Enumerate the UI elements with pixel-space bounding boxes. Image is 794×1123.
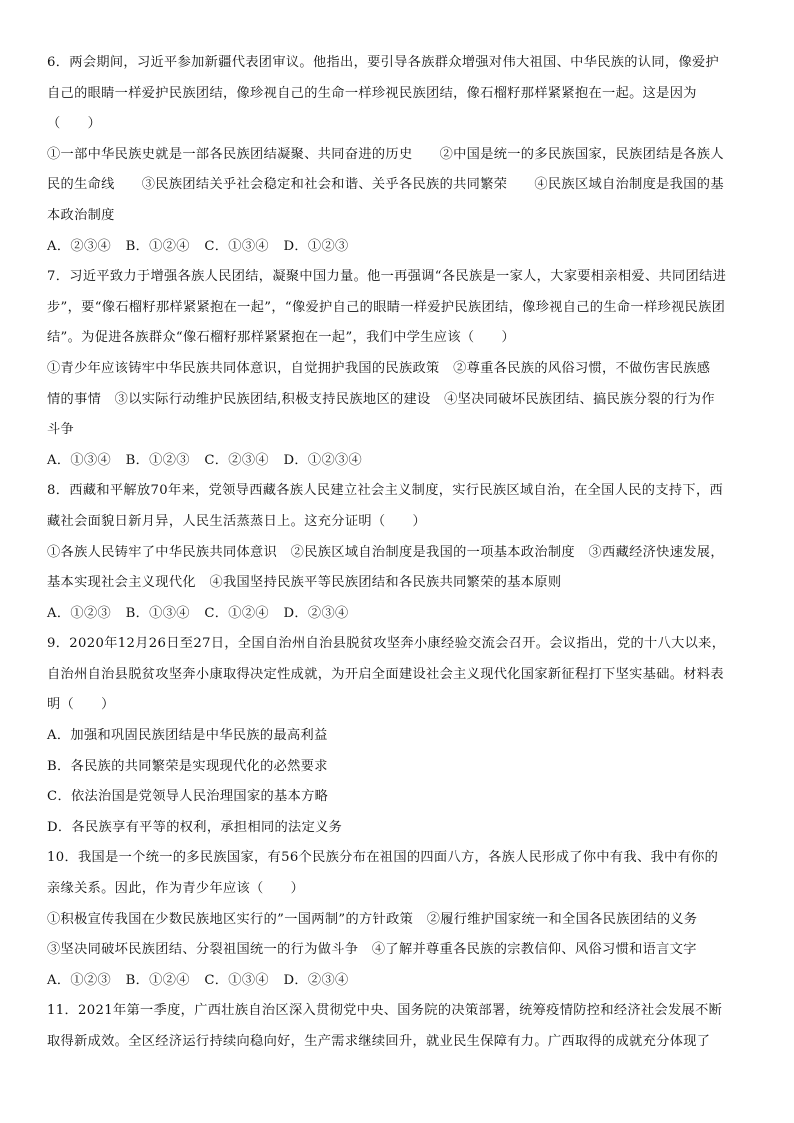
option-b: B．①②④ <box>125 972 190 988</box>
statement-line: ③坚决同破坏民族团结、分裂祖国统一的行为做斗争 ④了解并尊重各民族的宗教信仰、风俗习惯和语言文字 <box>47 942 697 958</box>
option-d: D．②③④ <box>283 972 349 988</box>
option-a: A．②③④ <box>47 238 112 254</box>
option-a: A．①②③ <box>47 605 112 621</box>
question-text-line: （ ） <box>47 116 102 132</box>
question-10 <box>47 843 753 996</box>
answer-options <box>47 966 753 997</box>
question-text-line: 结”。为促进各族群众“像石榴籽那样紧紧抱在一起”，我们中学生应该（ ） <box>47 330 516 346</box>
question-9 <box>47 629 753 843</box>
question-6 <box>47 48 753 262</box>
question-text-line: 9．2020年12月26日至27日，全国自治州自治县脱贫攻坚奔小康经验交流会召开。会议指出，党的十八大以来， <box>47 636 726 652</box>
question-text-line: 11．2021年第一季度，广西壮族自治区深入贯彻党中央、国务院的决策部署，统筹疫情防控和经济社会发展不断 <box>47 1003 723 1019</box>
statement-line: 基本实现社会主义现代化 ④我国坚持民族平等民族团结和各民族共同繁荣的基本原则 <box>47 575 562 591</box>
statement-line: ①积极宣传我国在少数民族地区实行的”一国两制”的方针政策 ②履行维护国家统一和全国各民族团结的义务 <box>47 911 698 927</box>
question-text-line: 取得新成效。全区经济运行持续向稳向好，生产需求继续回升，就业民生保障有力。广西取得的成就充分体现了 <box>47 1034 711 1049</box>
option-c: C．①③④ <box>204 238 269 254</box>
question-text-line: 6．两会期间，习近平参加新疆代表团审议。他指出，要引导各族群众增强对伟大祖国、中华民族的认同，像爱护 <box>47 55 720 70</box>
question-text-line: 自己的眼睛一样爱护民族团结，像珍视自己的生命一样珍视民族团结，像石榴籽那样紧紧抱在一起。这是因为 <box>47 85 697 101</box>
option-c: C．②③④ <box>204 452 269 468</box>
statement-line: ①一部中华民族史就是一部各民族团结凝聚、共同奋进的历史 ②中国是统一的多民族国家，民族团结是各族人 <box>47 146 724 162</box>
statement-line: 本政治制度 <box>47 207 115 223</box>
question-11 <box>47 996 753 1057</box>
option-b: B．①②③ <box>125 452 190 468</box>
question-text-line: 明（ ） <box>47 697 115 713</box>
option-a: A．加强和巩固民族团结是中华民族的最高利益 <box>47 728 328 744</box>
question-text-line: 8．西藏和平解放70年来，党领导西藏各族人民建立社会主义制度，实行民族区域自治，在全国人民的支持下，西 <box>47 483 724 499</box>
exam-page <box>47 48 753 1058</box>
answer-options <box>47 446 753 477</box>
question-text-line: 步”，要“像石榴籽那样紧紧抱在一起”，“像爱护自己的眼睛一样爱护民族团结，像珍视自己的生命一样珍视民族团 <box>47 299 726 315</box>
question-text-line: 藏社会面貌日新月异，人民生活蒸蒸日上。这充分证明（ ） <box>47 513 427 529</box>
option-b: B．各民族的共同繁荣是实现现代化的必然要求 <box>47 758 328 774</box>
answer-options <box>47 599 753 630</box>
option-a: A．①③④ <box>47 452 112 468</box>
option-d: D．①②③ <box>283 238 349 254</box>
statement-line: 民的生命线 ③民族团结关乎社会稳定和社会和谐、关乎各民族的共同繁荣 ④民族区域自治制度是我国的基 <box>47 177 724 193</box>
statement-line: ①青少年应该铸牢中华民族共同体意识，自觉拥护我国的民族政策 ②尊重各民族的风俗习惯，不做伤害民族感 <box>47 360 711 376</box>
option-d: D．①②③④ <box>283 452 363 468</box>
question-8 <box>47 476 753 629</box>
option-b: B．①②④ <box>125 238 190 254</box>
answer-options <box>47 232 753 263</box>
option-c: C．①③④ <box>204 972 269 988</box>
option-d: D．各民族享有平等的权利，承担相同的法定义务 <box>47 819 343 835</box>
question-text-line: 10．我国是一个统一的多民族国家，有56个民族分布在祖国的四面八方，各族人民形成了你中有我、我中有你的 <box>47 850 719 866</box>
question-text-line: 亲缘关系。因此，作为青少年应该（ ） <box>47 881 305 897</box>
statement-line: 斗争 <box>47 422 75 438</box>
option-b: B．①③④ <box>125 605 190 621</box>
question-text-line: 自治州自治县脱贫攻坚奔小康取得决定性成就，为开启全面建设社会主义现代化国家新征程打下坚实基础。材料表 <box>47 666 724 682</box>
question-7 <box>47 262 753 476</box>
option-a: A．①②③ <box>47 972 112 988</box>
statement-line: 情的事情 ③以实际行动维护民族团结,积极支持民族地区的建设 ④坚决同破坏民族团结、搞民族分裂的行为作 <box>47 391 715 407</box>
statement-line: ①各族人民铸牢了中华民族共同体意识 ②民族区域自治制度是我国的一项基本政治制度 ③西藏经济快速发展， <box>47 544 724 560</box>
question-text-line: 7．习近平致力于增强各族人民团结，凝聚中国力量。他一再强调“各民族是一家人，大家要相亲相爱、共同团结进 <box>47 269 727 285</box>
option-c: C．①②④ <box>204 605 269 621</box>
option-c: C．依法治国是党领导人民治理国家的基本方略 <box>47 789 329 805</box>
option-d: D．②③④ <box>283 605 349 621</box>
